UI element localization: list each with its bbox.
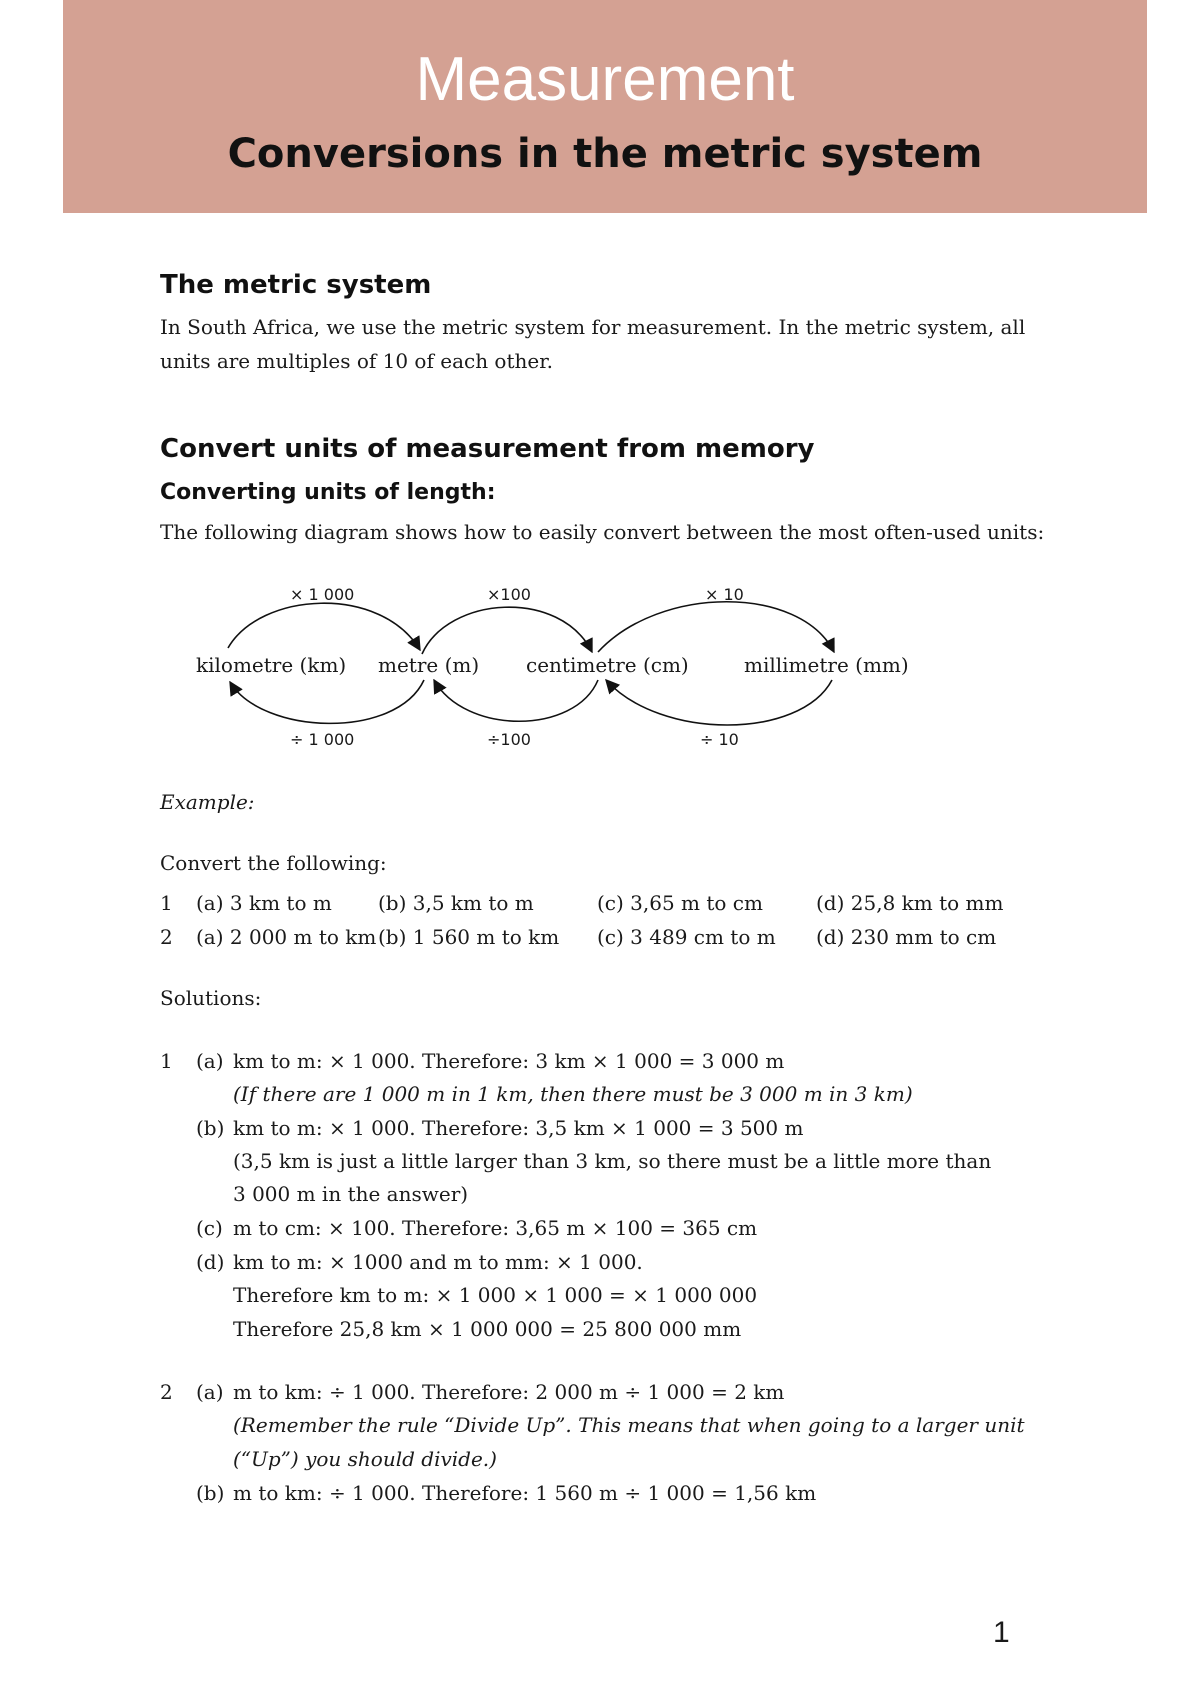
unit-centimetre: centimetre (cm) xyxy=(526,653,689,677)
diagram-intro: The following diagram shows how to easily convert between the most often-used units: xyxy=(160,520,1045,544)
solution-line: Therefore km to m: × 1 000 × 1 000 = × 1 000 000 xyxy=(233,1283,758,1307)
unit-millimetre: millimetre (mm) xyxy=(744,653,909,677)
example-item: (a) 3 km to m xyxy=(196,891,332,915)
solution-part-label: (a) xyxy=(196,1049,224,1073)
divide-label-cm-m: ÷100 xyxy=(487,730,531,749)
example-item: (c) 3,65 m to cm xyxy=(597,891,763,915)
solution-line: m to cm: × 100. Therefore: 3,65 m × 100 = 365 cm xyxy=(233,1216,758,1240)
metric-system-text-line2: units are multiples of 10 of each other. xyxy=(160,349,553,373)
metric-system-heading: The metric system xyxy=(160,270,432,300)
unit-kilometre: kilometre (km) xyxy=(196,653,347,677)
divide-label-mm-cm: ÷ 10 xyxy=(700,730,739,749)
example-item: (c) 3 489 cm to m xyxy=(597,925,776,949)
solution-note: (Remember the rule “Divide Up”. This means that when going to a larger unit xyxy=(233,1413,1025,1437)
arrow-mm-to-cm xyxy=(606,680,832,725)
example-row-number: 1 xyxy=(160,891,173,915)
convert-heading: Convert units of measurement from memory xyxy=(160,434,815,464)
arrow-m-to-km xyxy=(230,680,424,723)
multiply-label-cm-mm: × 10 xyxy=(705,585,744,604)
solution-line: km to m: × 1 000. Therefore: 3 km × 1 000 = 3 000 m xyxy=(233,1049,785,1073)
example-prompt: Convert the following: xyxy=(160,851,387,875)
unit-metre: metre (m) xyxy=(378,653,480,677)
solution-line: Therefore 25,8 km × 1 000 000 = 25 800 000 mm xyxy=(233,1317,742,1341)
example-label: Example: xyxy=(160,790,255,814)
arrow-m-to-cm xyxy=(422,607,592,654)
solution-part-label: (d) xyxy=(196,1250,225,1274)
solution-line: m to km: ÷ 1 000. Therefore: 1 560 m ÷ 1 000 = 1,56 km xyxy=(233,1481,817,1505)
solution-part-label: (c) xyxy=(196,1216,223,1240)
multiply-label-m-cm: ×100 xyxy=(487,585,531,604)
page-title: Measurement xyxy=(415,45,795,114)
solution-line: m to km: ÷ 1 000. Therefore: 2 000 m ÷ 1 000 = 2 km xyxy=(233,1380,785,1404)
solution-number: 1 xyxy=(160,1049,173,1073)
example-item: (a) 2 000 m to km xyxy=(196,925,377,949)
solution-line: km to m: × 1000 and m to mm: × 1 000. xyxy=(233,1250,643,1274)
length-subheading: Converting units of length: xyxy=(160,480,496,505)
page-subtitle: Conversions in the metric system xyxy=(227,131,983,177)
solutions-label: Solutions: xyxy=(160,986,262,1010)
solution-part-label: (a) xyxy=(196,1380,224,1404)
solution-part-label: (b) xyxy=(196,1116,225,1140)
solution-number: 2 xyxy=(160,1380,173,1404)
solution-note: (If there are 1 000 m in 1 km, then there must be 3 000 m in 3 km) xyxy=(233,1082,913,1106)
example-item: (b) 1 560 m to km xyxy=(378,925,560,949)
arrow-km-to-m xyxy=(228,603,420,650)
solution-part-label: (b) xyxy=(196,1481,225,1505)
metric-system-text-line1: In South Africa, we use the metric system for measurement. In the metric system, all xyxy=(160,315,1026,339)
example-item: (b) 3,5 km to m xyxy=(378,891,534,915)
solution-note: (“Up”) you should divide.) xyxy=(233,1447,497,1471)
solution-line: (3,5 km is just a little larger than 3 km, so there must be a little more than xyxy=(233,1149,992,1173)
example-row-number: 2 xyxy=(160,925,173,949)
solution-line: km to m: × 1 000. Therefore: 3,5 km × 1 000 = 3 500 m xyxy=(233,1116,804,1140)
arrow-cm-to-m xyxy=(434,680,598,721)
example-item: (d) 230 mm to cm xyxy=(816,925,997,949)
arrow-cm-to-mm xyxy=(598,602,834,652)
page-number: 1 xyxy=(993,1616,1010,1649)
example-item: (d) 25,8 km to mm xyxy=(816,891,1004,915)
solution-line: 3 000 m in the answer) xyxy=(233,1182,469,1206)
divide-label-m-km: ÷ 1 000 xyxy=(290,730,355,749)
multiply-label-km-m: × 1 000 xyxy=(290,585,355,604)
